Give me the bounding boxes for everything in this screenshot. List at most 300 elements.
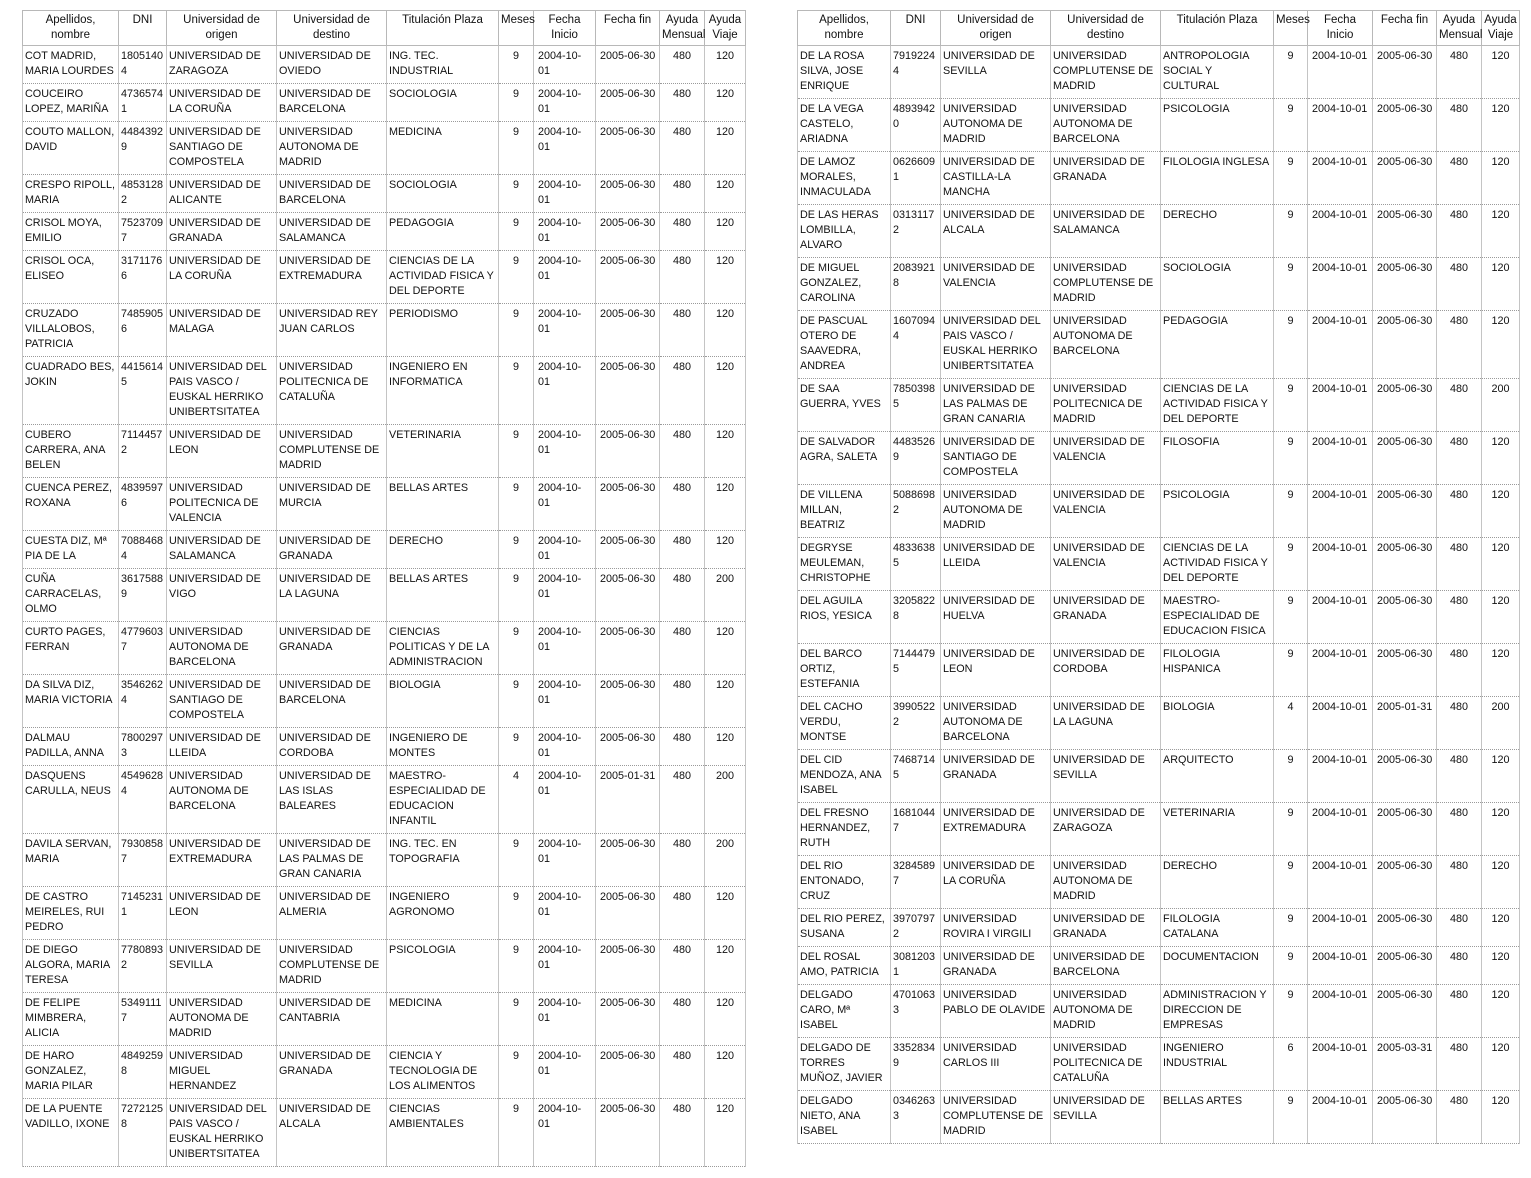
cell-travel-aid: 120 bbox=[705, 304, 746, 357]
cell-degree: PEDAGOGIA bbox=[387, 213, 499, 251]
cell-months: 4 bbox=[499, 766, 534, 834]
cell-end-date: 2005-03-31 bbox=[1373, 1038, 1437, 1091]
cell-monthly-aid: 480 bbox=[660, 887, 705, 940]
cell-months: 9 bbox=[499, 122, 534, 175]
cell-name: DEL RIO ENTONADO, CRUZ bbox=[798, 856, 891, 909]
cell-destination-university: UNIVERSIDAD COMPLUTENSE DE MADRID bbox=[1051, 258, 1161, 311]
cell-months: 9 bbox=[1274, 311, 1308, 379]
cell-dni: 20839218 bbox=[891, 258, 941, 311]
table-row bbox=[23, 887, 746, 940]
cell-origin-university: UNIVERSIDAD DE EXTREMADURA bbox=[941, 803, 1051, 856]
table-row bbox=[798, 379, 1520, 432]
header-name: Apellidos, nombre bbox=[23, 11, 119, 46]
cell-travel-aid: 120 bbox=[1482, 538, 1520, 591]
cell-destination-university: UNIVERSIDAD DE GRANADA bbox=[1051, 152, 1161, 205]
header-travel-aid: Ayuda Viaje bbox=[705, 11, 746, 46]
header-end-date: Fecha fin bbox=[596, 11, 660, 46]
table-row bbox=[23, 175, 746, 213]
cell-destination-university: UNIVERSIDAD DE LA LAGUNA bbox=[277, 569, 387, 622]
cell-name: DEL CACHO VERDU, MONTSE bbox=[798, 697, 891, 750]
cell-travel-aid: 120 bbox=[1482, 46, 1520, 99]
cell-start-date: 2004-10-01 bbox=[1308, 538, 1373, 591]
cell-monthly-aid: 480 bbox=[660, 357, 705, 425]
cell-origin-university: UNIVERSIDAD DE LLEIDA bbox=[941, 538, 1051, 591]
cell-dni: 71444795 bbox=[891, 644, 941, 697]
cell-origin-university: UNIVERSIDAD DE ZARAGOZA bbox=[167, 46, 277, 84]
table-row bbox=[23, 357, 746, 425]
cell-months: 9 bbox=[1274, 591, 1308, 644]
cell-destination-university: UNIVERSIDAD DE SEVILLA bbox=[1051, 1091, 1161, 1144]
cell-end-date: 2005-06-30 bbox=[596, 425, 660, 478]
table-body bbox=[23, 46, 746, 1167]
cell-months: 9 bbox=[499, 993, 534, 1046]
cell-end-date: 2005-06-30 bbox=[1373, 379, 1437, 432]
cell-degree: MAESTRO-ESPECIALIDAD DE EDUCACION FISICA bbox=[1161, 591, 1274, 644]
cell-name: CRISOL OCA, ELISEO bbox=[23, 251, 119, 304]
cell-travel-aid: 120 bbox=[1482, 856, 1520, 909]
cell-origin-university: UNIVERSIDAD DE SEVILLA bbox=[941, 46, 1051, 99]
cell-dni: 16810447 bbox=[891, 803, 941, 856]
cell-start-date: 2004-10-01 bbox=[534, 478, 596, 531]
cell-dni: 74859056 bbox=[119, 304, 167, 357]
cell-monthly-aid: 480 bbox=[1437, 750, 1482, 803]
cell-travel-aid: 120 bbox=[705, 84, 746, 122]
table-row bbox=[23, 993, 746, 1046]
cell-destination-university: UNIVERSIDAD POLITECNICA DE MADRID bbox=[1051, 379, 1161, 432]
cell-dni: 48939420 bbox=[891, 99, 941, 152]
cell-origin-university: UNIVERSIDAD AUTONOMA DE MADRID bbox=[167, 993, 277, 1046]
cell-dni: 06266091 bbox=[891, 152, 941, 205]
cell-origin-university: UNIVERSIDAD DE GRANADA bbox=[941, 947, 1051, 985]
cell-monthly-aid: 480 bbox=[1437, 1091, 1482, 1144]
cell-months: 9 bbox=[499, 425, 534, 478]
cell-travel-aid: 120 bbox=[705, 357, 746, 425]
cell-degree: PERIODISMO bbox=[387, 304, 499, 357]
cell-months: 9 bbox=[1274, 99, 1308, 152]
table-row bbox=[798, 1091, 1520, 1144]
cell-degree: PSICOLOGIA bbox=[387, 940, 499, 993]
cell-origin-university: UNIVERSIDAD DE LEON bbox=[167, 425, 277, 478]
cell-degree: ING. TEC. EN TOPOGRAFIA bbox=[387, 834, 499, 887]
cell-dni: 44835269 bbox=[891, 432, 941, 485]
header-dni: DNI bbox=[119, 11, 167, 46]
cell-end-date: 2005-06-30 bbox=[596, 1046, 660, 1099]
cell-name: DE CASTRO MEIRELES, RUI PEDRO bbox=[23, 887, 119, 940]
cell-dni: 79192244 bbox=[891, 46, 941, 99]
cell-dni: 53491117 bbox=[119, 993, 167, 1046]
cell-dni: 39707972 bbox=[891, 909, 941, 947]
cell-start-date: 2004-10-01 bbox=[1308, 46, 1373, 99]
cell-name: CRESPO RIPOLL, MARIA bbox=[23, 175, 119, 213]
cell-monthly-aid: 480 bbox=[1437, 46, 1482, 99]
cell-origin-university: UNIVERSIDAD DE LA CORUÑA bbox=[941, 856, 1051, 909]
cell-start-date: 2004-10-01 bbox=[1308, 311, 1373, 379]
cell-name: DASQUENS CARULLA, NEUS bbox=[23, 766, 119, 834]
cell-degree: MEDICINA bbox=[387, 122, 499, 175]
cell-months: 9 bbox=[499, 940, 534, 993]
cell-months: 9 bbox=[499, 251, 534, 304]
cell-degree: ADMINISTRACION Y DIRECCION DE EMPRESAS bbox=[1161, 985, 1274, 1038]
cell-monthly-aid: 480 bbox=[1437, 985, 1482, 1038]
cell-degree: ING. TEC. INDUSTRIAL bbox=[387, 46, 499, 84]
cell-end-date: 2005-06-30 bbox=[596, 46, 660, 84]
cell-origin-university: UNIVERSIDAD POLITECNICA DE VALENCIA bbox=[167, 478, 277, 531]
cell-degree: BIOLOGIA bbox=[387, 675, 499, 728]
cell-degree: SOCIOLOGIA bbox=[1161, 258, 1274, 311]
cell-monthly-aid: 480 bbox=[660, 569, 705, 622]
cell-travel-aid: 120 bbox=[705, 887, 746, 940]
cell-end-date: 2005-06-30 bbox=[1373, 258, 1437, 311]
table-row bbox=[23, 84, 746, 122]
cell-monthly-aid: 480 bbox=[1437, 432, 1482, 485]
cell-monthly-aid: 480 bbox=[1437, 311, 1482, 379]
cell-origin-university: UNIVERSIDAD DE CASTILLA-LA MANCHA bbox=[941, 152, 1051, 205]
cell-name: DE VILLENA MILLAN, BEATRIZ bbox=[798, 485, 891, 538]
cell-start-date: 2004-10-01 bbox=[534, 213, 596, 251]
cell-origin-university: UNIVERSIDAD DE VALENCIA bbox=[941, 258, 1051, 311]
cell-months: 9 bbox=[1274, 909, 1308, 947]
cell-end-date: 2005-06-30 bbox=[1373, 205, 1437, 258]
cell-degree: FILOLOGIA INGLESA bbox=[1161, 152, 1274, 205]
cell-name: DE DIEGO ALGORA, MARIA TERESA bbox=[23, 940, 119, 993]
cell-months: 9 bbox=[499, 1046, 534, 1099]
cell-months: 9 bbox=[1274, 46, 1308, 99]
cell-travel-aid: 120 bbox=[705, 425, 746, 478]
cell-dni: 47010633 bbox=[891, 985, 941, 1038]
cell-dni: 30812031 bbox=[891, 947, 941, 985]
cell-degree: BIOLOGIA bbox=[1161, 697, 1274, 750]
cell-destination-university: UNIVERSIDAD AUTONOMA DE MADRID bbox=[277, 122, 387, 175]
table-row bbox=[798, 152, 1520, 205]
cell-destination-university: UNIVERSIDAD AUTONOMA DE BARCELONA bbox=[1051, 99, 1161, 152]
cell-travel-aid: 120 bbox=[1482, 152, 1520, 205]
cell-monthly-aid: 480 bbox=[1437, 205, 1482, 258]
cell-start-date: 2004-10-01 bbox=[1308, 1038, 1373, 1091]
cell-start-date: 2004-10-01 bbox=[1308, 485, 1373, 538]
cell-start-date: 2004-10-01 bbox=[1308, 856, 1373, 909]
cell-name: DE LA VEGA CASTELO, ARIADNA bbox=[798, 99, 891, 152]
cell-start-date: 2004-10-01 bbox=[534, 622, 596, 675]
cell-name: DEGRYSE MEULEMAN, CHRISTOPHE bbox=[798, 538, 891, 591]
cell-end-date: 2005-06-30 bbox=[596, 251, 660, 304]
cell-dni: 44843929 bbox=[119, 122, 167, 175]
cell-monthly-aid: 480 bbox=[660, 675, 705, 728]
cell-degree: INGENIERO DE MONTES bbox=[387, 728, 499, 766]
table-row bbox=[23, 675, 746, 728]
cell-destination-university: UNIVERSIDAD DE CORDOBA bbox=[1051, 644, 1161, 697]
cell-start-date: 2004-10-01 bbox=[534, 1099, 596, 1167]
cell-end-date: 2005-06-30 bbox=[596, 940, 660, 993]
cell-destination-university: UNIVERSIDAD COMPLUTENSE DE MADRID bbox=[277, 425, 387, 478]
cell-end-date: 2005-06-30 bbox=[1373, 803, 1437, 856]
cell-degree: CIENCIAS DE LA ACTIVIDAD FISICA Y DEL DEPORTE bbox=[387, 251, 499, 304]
cell-origin-university: UNIVERSIDAD DE GRANADA bbox=[941, 750, 1051, 803]
cell-destination-university: UNIVERSIDAD DE CANTABRIA bbox=[277, 993, 387, 1046]
cell-months: 9 bbox=[499, 887, 534, 940]
cell-name: CUÑA CARRACELAS, OLMO bbox=[23, 569, 119, 622]
cell-end-date: 2005-06-30 bbox=[1373, 99, 1437, 152]
cell-travel-aid: 120 bbox=[1482, 485, 1520, 538]
cell-months: 9 bbox=[499, 46, 534, 84]
cell-degree: CIENCIAS AMBIENTALES bbox=[387, 1099, 499, 1167]
cell-start-date: 2004-10-01 bbox=[534, 766, 596, 834]
cell-degree: DERECHO bbox=[387, 531, 499, 569]
table-header bbox=[23, 11, 746, 46]
cell-origin-university: UNIVERSIDAD CARLOS III bbox=[941, 1038, 1051, 1091]
cell-degree: BELLAS ARTES bbox=[1161, 1091, 1274, 1144]
table-row bbox=[23, 213, 746, 251]
cell-dni: 78503985 bbox=[891, 379, 941, 432]
cell-name: DEL FRESNO HERNANDEZ, RUTH bbox=[798, 803, 891, 856]
table-row bbox=[798, 856, 1520, 909]
scholarship-table-right bbox=[797, 10, 1520, 1144]
header-dni: DNI bbox=[891, 11, 941, 46]
cell-name: DE MIGUEL GONZALEZ, CAROLINA bbox=[798, 258, 891, 311]
cell-months: 9 bbox=[1274, 1091, 1308, 1144]
cell-months: 9 bbox=[1274, 985, 1308, 1038]
cell-dni: 47796037 bbox=[119, 622, 167, 675]
cell-destination-university: UNIVERSIDAD DE ALCALA bbox=[277, 1099, 387, 1167]
cell-monthly-aid: 480 bbox=[660, 1046, 705, 1099]
cell-months: 9 bbox=[1274, 379, 1308, 432]
cell-travel-aid: 120 bbox=[1482, 1038, 1520, 1091]
header-degree: Titulación Plaza bbox=[387, 11, 499, 46]
table-row bbox=[23, 834, 746, 887]
cell-destination-university: UNIVERSIDAD DE GRANADA bbox=[277, 1046, 387, 1099]
cell-destination-university: UNIVERSIDAD DE EXTREMADURA bbox=[277, 251, 387, 304]
cell-start-date: 2004-10-01 bbox=[534, 531, 596, 569]
cell-destination-university: UNIVERSIDAD POLITECNICA DE CATALUÑA bbox=[1051, 1038, 1161, 1091]
cell-dni: 33528349 bbox=[891, 1038, 941, 1091]
cell-origin-university: UNIVERSIDAD DE LA CORUÑA bbox=[167, 84, 277, 122]
cell-dni: 74687145 bbox=[891, 750, 941, 803]
cell-name: CUADRADO BES, JOKIN bbox=[23, 357, 119, 425]
cell-destination-university: UNIVERSIDAD DE MURCIA bbox=[277, 478, 387, 531]
cell-monthly-aid: 480 bbox=[1437, 947, 1482, 985]
cell-travel-aid: 120 bbox=[705, 675, 746, 728]
cell-degree: INGENIERO AGRONOMO bbox=[387, 887, 499, 940]
cell-dni: 48531282 bbox=[119, 175, 167, 213]
cell-dni: 48395976 bbox=[119, 478, 167, 531]
cell-origin-university: UNIVERSIDAD AUTONOMA DE BARCELONA bbox=[167, 622, 277, 675]
cell-end-date: 2005-01-31 bbox=[596, 766, 660, 834]
cell-start-date: 2004-10-01 bbox=[1308, 947, 1373, 985]
cell-end-date: 2005-06-30 bbox=[596, 531, 660, 569]
cell-start-date: 2004-10-01 bbox=[534, 357, 596, 425]
cell-months: 9 bbox=[499, 569, 534, 622]
cell-months: 9 bbox=[499, 175, 534, 213]
cell-months: 9 bbox=[1274, 750, 1308, 803]
cell-name: DEL ROSAL AMO, PATRICIA bbox=[798, 947, 891, 985]
cell-name: CRUZADO VILLALOBOS, PATRICIA bbox=[23, 304, 119, 357]
cell-monthly-aid: 480 bbox=[660, 84, 705, 122]
cell-dni: 16070944 bbox=[891, 311, 941, 379]
header-travel-aid: Ayuda Viaje bbox=[1482, 11, 1520, 46]
cell-monthly-aid: 480 bbox=[1437, 258, 1482, 311]
table-row bbox=[798, 311, 1520, 379]
cell-end-date: 2005-06-30 bbox=[596, 728, 660, 766]
cell-origin-university: UNIVERSIDAD DEL PAIS VASCO / EUSKAL HERRIKO UNIBERTSITATEA bbox=[167, 357, 277, 425]
cell-destination-university: UNIVERSIDAD DE ZARAGOZA bbox=[1051, 803, 1161, 856]
cell-dni: 47365741 bbox=[119, 84, 167, 122]
cell-start-date: 2004-10-01 bbox=[534, 46, 596, 84]
cell-degree: CIENCIAS DE LA ACTIVIDAD FISICA Y DEL DEPORTE bbox=[1161, 538, 1274, 591]
cell-degree: PSICOLOGIA bbox=[1161, 99, 1274, 152]
cell-degree: CIENCIAS POLITICAS Y DE LA ADMINISTRACION bbox=[387, 622, 499, 675]
header-destination: Universidad de destino bbox=[1051, 11, 1161, 46]
cell-destination-university: UNIVERSIDAD DE BARCELONA bbox=[1051, 947, 1161, 985]
cell-start-date: 2004-10-01 bbox=[534, 304, 596, 357]
cell-origin-university: UNIVERSIDAD DE GRANADA bbox=[167, 213, 277, 251]
cell-monthly-aid: 480 bbox=[1437, 99, 1482, 152]
cell-degree: PSICOLOGIA bbox=[1161, 485, 1274, 538]
cell-end-date: 2005-06-30 bbox=[596, 304, 660, 357]
cell-name: CUESTA DIZ, Mª PIA DE LA bbox=[23, 531, 119, 569]
cell-origin-university: UNIVERSIDAD DE SANTIAGO DE COMPOSTELA bbox=[167, 675, 277, 728]
cell-start-date: 2004-10-01 bbox=[534, 834, 596, 887]
cell-name: COUCEIRO LOPEZ, MARIÑA bbox=[23, 84, 119, 122]
cell-destination-university: UNIVERSIDAD AUTONOMA DE MADRID bbox=[1051, 856, 1161, 909]
cell-monthly-aid: 480 bbox=[660, 1099, 705, 1167]
cell-travel-aid: 120 bbox=[705, 1046, 746, 1099]
table-row bbox=[798, 485, 1520, 538]
cell-end-date: 2005-06-30 bbox=[596, 1099, 660, 1167]
cell-months: 9 bbox=[1274, 538, 1308, 591]
cell-monthly-aid: 480 bbox=[660, 122, 705, 175]
cell-name: DEL AGUILA RIOS, YESICA bbox=[798, 591, 891, 644]
cell-dni: 48492598 bbox=[119, 1046, 167, 1099]
header-months: Meses bbox=[1274, 11, 1308, 46]
cell-start-date: 2004-10-01 bbox=[534, 675, 596, 728]
cell-monthly-aid: 480 bbox=[660, 622, 705, 675]
table-row bbox=[23, 425, 746, 478]
cell-dni: 71452311 bbox=[119, 887, 167, 940]
cell-months: 9 bbox=[499, 357, 534, 425]
table-row bbox=[23, 1046, 746, 1099]
cell-travel-aid: 120 bbox=[705, 175, 746, 213]
cell-end-date: 2005-06-30 bbox=[596, 122, 660, 175]
cell-start-date: 2004-10-01 bbox=[1308, 591, 1373, 644]
cell-months: 9 bbox=[499, 213, 534, 251]
table-row bbox=[798, 432, 1520, 485]
cell-name: COT MADRID, MARIA LOURDES bbox=[23, 46, 119, 84]
cell-degree: INGENIERO EN INFORMATICA bbox=[387, 357, 499, 425]
table-row bbox=[798, 947, 1520, 985]
cell-origin-university: UNIVERSIDAD MIGUEL HERNANDEZ bbox=[167, 1046, 277, 1099]
cell-monthly-aid: 480 bbox=[660, 728, 705, 766]
cell-dni: 32845897 bbox=[891, 856, 941, 909]
cell-months: 9 bbox=[1274, 856, 1308, 909]
cell-months: 9 bbox=[1274, 152, 1308, 205]
cell-end-date: 2005-06-30 bbox=[1373, 432, 1437, 485]
cell-dni: 45496284 bbox=[119, 766, 167, 834]
cell-months: 9 bbox=[1274, 644, 1308, 697]
header-name: Apellidos, nombre bbox=[798, 11, 891, 46]
cell-dni: 50886982 bbox=[891, 485, 941, 538]
cell-end-date: 2005-06-30 bbox=[596, 213, 660, 251]
cell-start-date: 2004-10-01 bbox=[534, 175, 596, 213]
cell-travel-aid: 120 bbox=[1482, 258, 1520, 311]
cell-end-date: 2005-06-30 bbox=[1373, 485, 1437, 538]
cell-start-date: 2004-10-01 bbox=[1308, 750, 1373, 803]
cell-origin-university: UNIVERSIDAD DE HUELVA bbox=[941, 591, 1051, 644]
cell-end-date: 2005-06-30 bbox=[1373, 538, 1437, 591]
cell-travel-aid: 120 bbox=[705, 728, 746, 766]
header-start-date: Fecha Inicio bbox=[1308, 11, 1373, 46]
table-row bbox=[798, 99, 1520, 152]
table-row bbox=[798, 46, 1520, 99]
cell-end-date: 2005-06-30 bbox=[1373, 909, 1437, 947]
cell-dni: 36175889 bbox=[119, 569, 167, 622]
cell-origin-university: UNIVERSIDAD PABLO DE OLAVIDE bbox=[941, 985, 1051, 1038]
cell-start-date: 2004-10-01 bbox=[534, 84, 596, 122]
cell-origin-university: UNIVERSIDAD AUTONOMA DE MADRID bbox=[941, 485, 1051, 538]
cell-travel-aid: 120 bbox=[1482, 947, 1520, 985]
cell-origin-university: UNIVERSIDAD ROVIRA I VIRGILI bbox=[941, 909, 1051, 947]
cell-start-date: 2004-10-01 bbox=[534, 122, 596, 175]
header-origin: Universidad de origen bbox=[167, 11, 277, 46]
cell-monthly-aid: 480 bbox=[660, 425, 705, 478]
cell-end-date: 2005-06-30 bbox=[1373, 750, 1437, 803]
cell-end-date: 2005-06-30 bbox=[1373, 947, 1437, 985]
cell-destination-university: UNIVERSIDAD DE VALENCIA bbox=[1051, 485, 1161, 538]
cell-monthly-aid: 480 bbox=[1437, 591, 1482, 644]
cell-origin-university: UNIVERSIDAD AUTONOMA DE MADRID bbox=[941, 99, 1051, 152]
cell-start-date: 2004-10-01 bbox=[534, 251, 596, 304]
cell-name: DE FELIPE MIMBRERA, ALICIA bbox=[23, 993, 119, 1046]
cell-start-date: 2004-10-01 bbox=[534, 728, 596, 766]
cell-degree: MAESTRO-ESPECIALIDAD DE EDUCACION INFANTIL bbox=[387, 766, 499, 834]
cell-months: 9 bbox=[499, 675, 534, 728]
cell-travel-aid: 120 bbox=[1482, 591, 1520, 644]
cell-monthly-aid: 480 bbox=[660, 251, 705, 304]
cell-end-date: 2005-06-30 bbox=[1373, 856, 1437, 909]
cell-degree: PEDAGOGIA bbox=[1161, 311, 1274, 379]
table-row bbox=[798, 985, 1520, 1038]
cell-months: 9 bbox=[499, 304, 534, 357]
cell-travel-aid: 120 bbox=[705, 940, 746, 993]
cell-origin-university: UNIVERSIDAD DE LEON bbox=[941, 644, 1051, 697]
cell-end-date: 2005-06-30 bbox=[596, 569, 660, 622]
cell-end-date: 2005-01-31 bbox=[1373, 697, 1437, 750]
table-row bbox=[23, 251, 746, 304]
cell-dni: 78002973 bbox=[119, 728, 167, 766]
cell-origin-university: UNIVERSIDAD DE EXTREMADURA bbox=[167, 834, 277, 887]
cell-degree: VETERINARIA bbox=[387, 425, 499, 478]
cell-start-date: 2004-10-01 bbox=[1308, 644, 1373, 697]
cell-degree: FILOLOGIA HISPANICA bbox=[1161, 644, 1274, 697]
cell-start-date: 2004-10-01 bbox=[534, 940, 596, 993]
cell-name: DA SILVA DIZ, MARIA VICTORIA bbox=[23, 675, 119, 728]
cell-origin-university: UNIVERSIDAD DE SALAMANCA bbox=[167, 531, 277, 569]
cell-monthly-aid: 480 bbox=[660, 940, 705, 993]
table-row bbox=[798, 1038, 1520, 1091]
cell-monthly-aid: 480 bbox=[1437, 538, 1482, 591]
cell-name: CUBERO CARRERA, ANA BELEN bbox=[23, 425, 119, 478]
cell-dni: 75237097 bbox=[119, 213, 167, 251]
cell-end-date: 2005-06-30 bbox=[1373, 311, 1437, 379]
cell-name: DE SAA GUERRA, YVES bbox=[798, 379, 891, 432]
cell-start-date: 2004-10-01 bbox=[1308, 803, 1373, 856]
header-start-date: Fecha Inicio bbox=[534, 11, 596, 46]
table-row bbox=[798, 591, 1520, 644]
table-row bbox=[23, 766, 746, 834]
cell-travel-aid: 120 bbox=[705, 46, 746, 84]
cell-monthly-aid: 480 bbox=[1437, 152, 1482, 205]
table-row bbox=[798, 697, 1520, 750]
header-end-date: Fecha fin bbox=[1373, 11, 1437, 46]
header-months: Meses bbox=[499, 11, 534, 46]
